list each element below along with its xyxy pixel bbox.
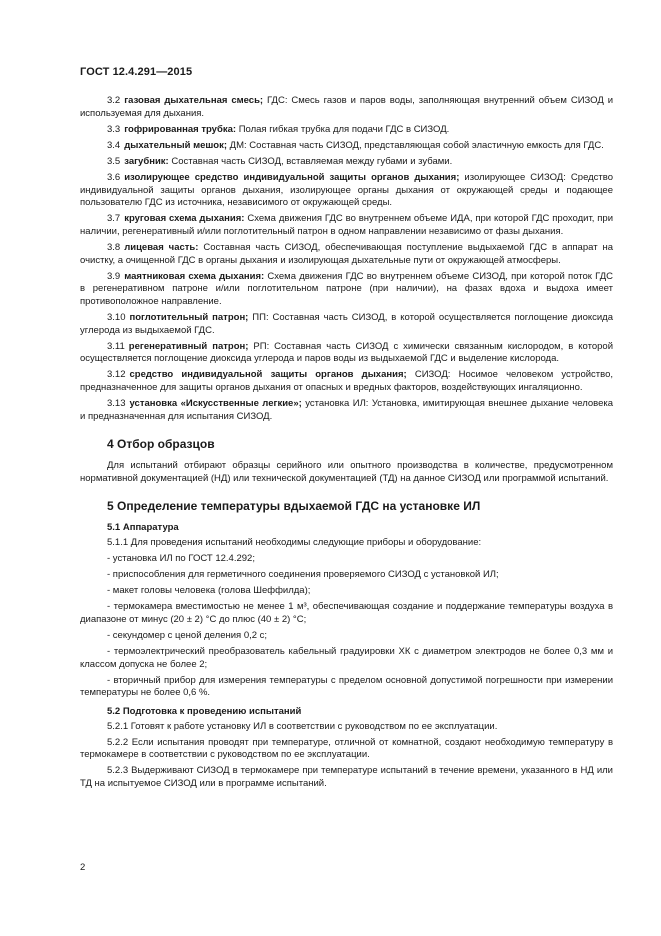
term-name: газовая дыхательная смесь;	[124, 95, 264, 106]
term-definition	[80, 398, 613, 423]
document-header: ГОСТ 12.4.291—2015	[80, 66, 193, 78]
section-4-text: Для испытаний отбирают образцы серийного или опытного производства в количестве, предусмотренном нормативной документацией (НД) или технической документацией (ТД) на данное СИЗОД или программой испытаний.	[80, 460, 613, 484]
paragraph-5-2-1: 5.2.1 Готовят к работе установку ИЛ в соответствии с руководством по ее эксплуатации.	[107, 720, 498, 732]
subsection-5-1-title: 5.1 Аппаратура	[107, 522, 179, 534]
term-text: ГДС: Смесь газов и паров воды, заполняющая внутренний объем СИЗОД и используемая для дыхания.	[80, 95, 614, 119]
term-number: 3.10	[107, 311, 126, 323]
term-number: 3.4	[107, 139, 121, 151]
term-number: 3.5	[107, 155, 121, 167]
term-name: маятниковая схема дыхания:	[124, 270, 265, 282]
term-text: ПП: Составная часть СИЗОД, в которой осуществляется поглощение диоксида углерода из выдыхаемой ГДС.	[80, 311, 613, 336]
subsection-5-2-title: 5.2 Подготовка к проведению испытаний	[107, 705, 302, 717]
term-text: ДМ: Составная часть СИЗОД, представляющая собой эластичную емкость для ГДС.	[229, 139, 604, 151]
term-name: изолирующее средство индивидуальной защиты органов дыхания;	[124, 171, 460, 183]
term-definition	[80, 312, 613, 337]
term-number: 3.11	[107, 340, 125, 352]
term-definition	[80, 242, 613, 267]
term-name: поглотительный патрон;	[129, 311, 249, 323]
term-text: Схема движения ГДС во внутреннем объеме СИЗОД, при которой поток ГДС в регенеративном патроне и/или поглотительном патроне (при наличии), на фазах вдоха и выдоха имеет противоположное направление.	[80, 270, 613, 307]
term-text: Схема движения ГДС во внутреннем объеме ИДА, при которой ГДС проходит, при наличии, регенеративный и/или поглотительный патрон в одном направлении независимо от фазы дыхания.	[80, 213, 614, 237]
term-definition	[80, 140, 613, 153]
term-number: 3.2	[107, 95, 121, 106]
document-body	[80, 95, 613, 794]
equipment-item: - термокамера вместимостью не менее 1 м³, обеспечивающая создание и поддержание температуры воздуха в диапазоне от минус (20 ± 2) °С до плюс (40 ± 2) °С;	[80, 601, 613, 625]
paragraph-5-2-3: 5.2.3 Выдерживают СИЗОД в термокамере при температуре испытаний в течение времени, указанного в НД или ТД на испытуемое СИЗОД или в программе испытаний.	[80, 765, 613, 789]
page-number: 2	[80, 862, 86, 873]
term-definition	[80, 156, 613, 169]
term-number: 3.13	[107, 397, 126, 409]
term-number: 3.12	[107, 369, 126, 381]
term-definition	[80, 95, 613, 120]
term-name: дыхательный мешок;	[124, 139, 228, 151]
term-number: 3.7	[107, 213, 121, 225]
term-text: СИЗОД: Носимое человеком устройство, предназначенное для защиты органов дыхания от опасных и вредных факторов, воздействующих ингаляционно.	[80, 369, 613, 393]
equipment-item: - установка ИЛ по ГОСТ 12.4.292;	[107, 553, 255, 565]
terms-list	[80, 95, 613, 423]
term-definition	[80, 369, 613, 394]
term-text: Полая гибкая трубка для подачи ГДС в СИЗОД.	[238, 123, 450, 135]
term-name: загубник:	[124, 155, 169, 167]
section-5-title: 5 Определение температуры вдыхаемой ГДС на установке ИЛ	[107, 499, 481, 514]
term-definition	[80, 341, 613, 366]
term-definition	[80, 124, 613, 137]
term-number: 3.9	[107, 270, 121, 282]
term-name: установка «Искусственные легкие»;	[129, 397, 302, 409]
term-definition	[80, 213, 613, 238]
section-4-title: 4 Отбор образцов	[107, 437, 215, 452]
equipment-item: - вторичный прибор для измерения температуры с пределом основной допустимой погрешности при измерении температуры не более 0,6 %.	[80, 674, 613, 699]
term-name: круговая схема дыхания:	[124, 213, 245, 225]
equipment-item: - термоэлектрический преобразователь кабельный градуировки ХК с диаметром электродов не более 0,3 мм и классом допуска не более 2;	[80, 646, 613, 670]
term-number: 3.8	[107, 241, 121, 253]
term-number: 3.6	[107, 171, 121, 183]
term-text: Составная часть СИЗОД, обеспечивающая поступление выдыхаемой ГДС в аппарат на очистку, а очищенной ГДС в органы дыхания и изолирующая дыхательные пути от окружающей атмосферы.	[80, 241, 613, 266]
term-number: 3.3	[107, 123, 121, 135]
term-text: изолирующее СИЗОД: Средство индивидуальной защиты органов дыхания, изолирующее органы дыхания от окружающей среды и подающее пользователю ГДС из источника, независимого от окружающей среды.	[80, 171, 614, 209]
equipment-item: - приспособления для герметичного соединения проверяемого СИЗОД с установкой ИЛ;	[107, 569, 499, 581]
equipment-item: - секундомер с ценой деления 0,2 с;	[107, 630, 268, 641]
term-name: регенеративный патрон;	[128, 340, 249, 352]
term-text: Составная часть СИЗОД, вставляемая между губами и зубами.	[171, 155, 453, 167]
paragraph-5-2-2: 5.2.2 Если испытания проводят при температуре, отличной от комнатной, создают необходимую температуру в термокамере в соответствии с руководством по ее эксплуатации.	[80, 736, 613, 761]
term-definition	[80, 172, 613, 210]
term-name: средство индивидуальной защиты органов дыхания;	[129, 369, 407, 381]
term-text: РП: Составная часть СИЗОД с химически связанным кислородом, в которой осуществляется поглощение диоксида углерода и паров воды из выдыхаемой ГДС и выделение кислорода.	[80, 340, 614, 365]
term-text: установка ИЛ: Установка, имитирующая внешнее дыхание человека и предназначенная для испытания СИЗОД.	[80, 397, 613, 422]
term-name: гофрированная трубка:	[124, 123, 237, 135]
term-definition	[80, 271, 613, 309]
equipment-item: - макет головы человека (голова Шеффилда);	[107, 585, 311, 597]
term-name: лицевая часть:	[124, 241, 199, 253]
paragraph-5-1-1: 5.1.1 Для проведения испытаний необходимы следующие приборы и оборудование:	[107, 536, 482, 548]
